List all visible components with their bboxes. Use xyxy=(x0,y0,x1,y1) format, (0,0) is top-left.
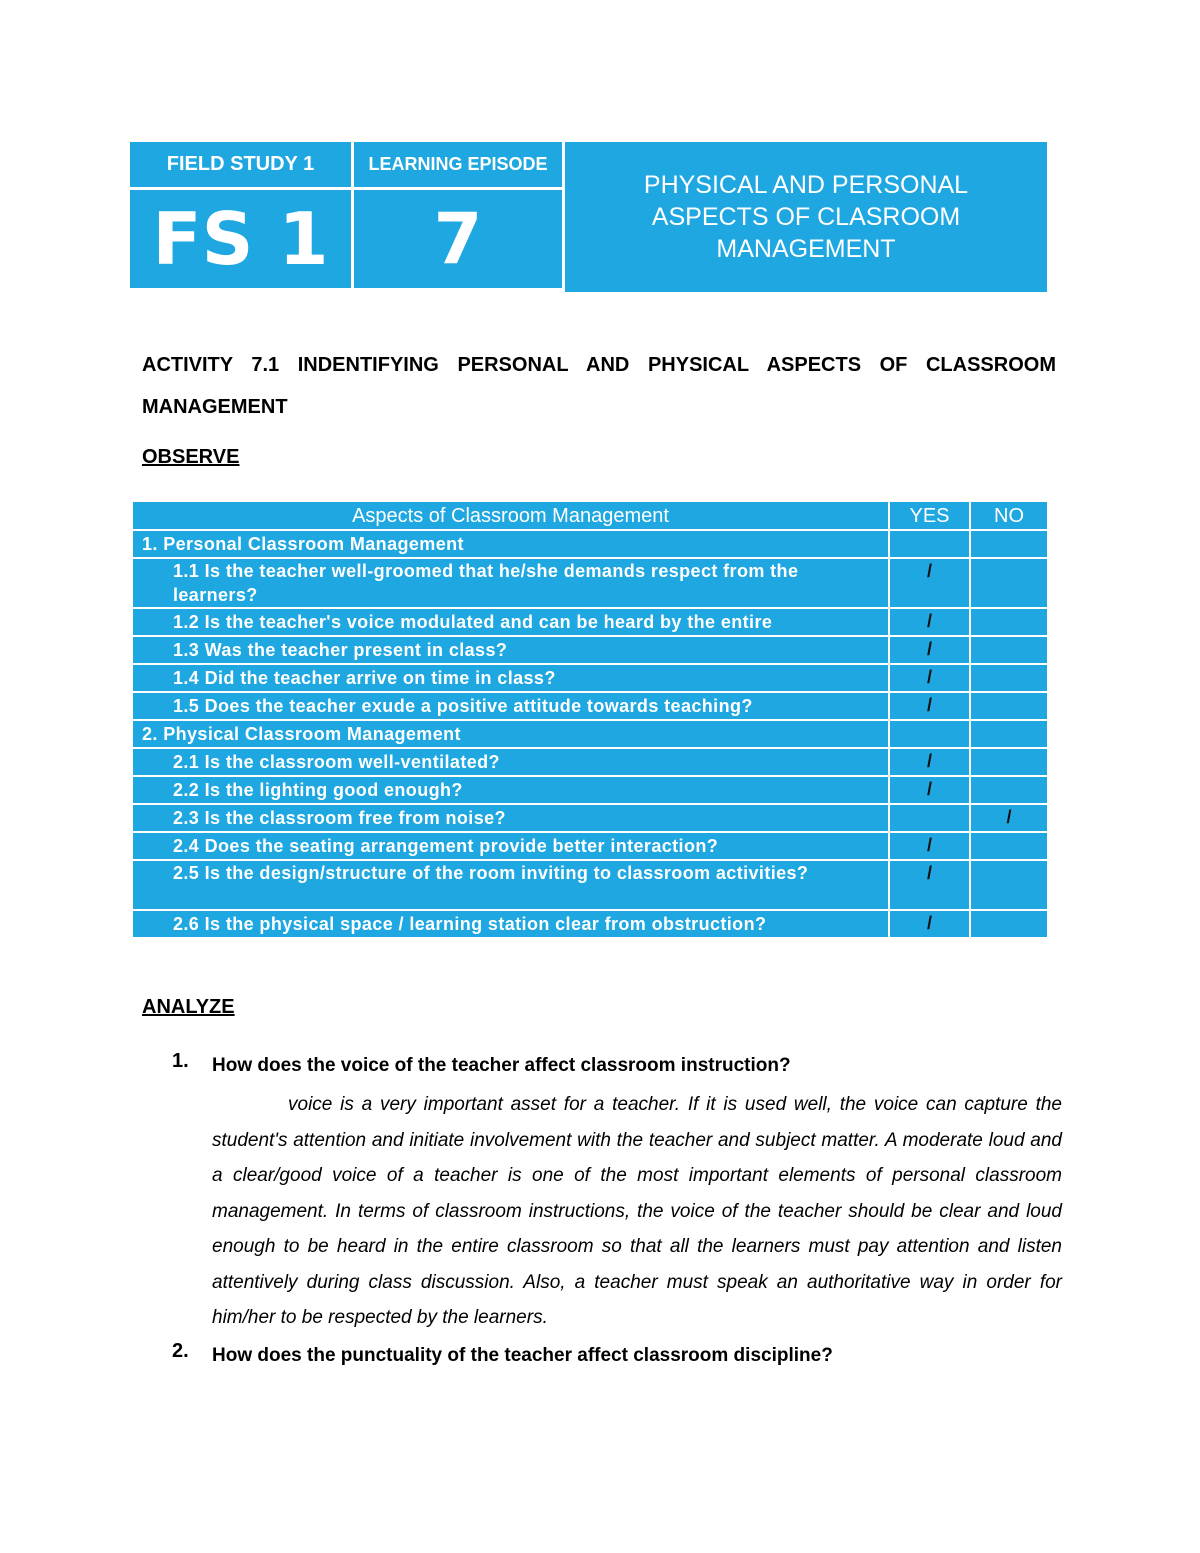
yes-cell: / xyxy=(889,910,970,938)
yes-cell: / xyxy=(889,664,970,692)
learning-episode-label: LEARNING EPISODE xyxy=(354,142,562,187)
yes-column-header: YES xyxy=(889,501,970,530)
yes-cell: / xyxy=(889,748,970,776)
yes-cell: / xyxy=(889,558,970,608)
question-number: 2. xyxy=(172,1339,189,1362)
question-cell: 1.2 Is the teacher's voice modulated and can be heard by the entire xyxy=(132,608,889,636)
question-text: How does the punctuality of the teacher affect classroom discipline? xyxy=(212,1344,833,1366)
yes-cell: / xyxy=(889,860,970,910)
table-row xyxy=(132,860,1048,910)
yes-cell: / xyxy=(889,776,970,804)
question-cell: 2.6 Is the physical space / learning station clear from obstruction? xyxy=(132,910,889,938)
question-cell: 2.2 Is the lighting good enough? xyxy=(132,776,889,804)
no-cell xyxy=(970,558,1048,608)
episode-header xyxy=(130,142,1047,292)
no-cell xyxy=(970,832,1048,860)
question-cell: 2.1 Is the classroom well-ventilated? xyxy=(132,748,889,776)
table-row xyxy=(132,748,1048,776)
analyze-heading: ANALYZE xyxy=(142,996,235,1018)
no-cell xyxy=(970,748,1048,776)
activity-title: ACTIVITY 7.1 INDENTIFYING PERSONAL AND PHYSICAL ASPECTS OF CLASSROOM MANAGEMENT xyxy=(142,354,1056,418)
yes-cell xyxy=(889,804,970,832)
table-row xyxy=(132,776,1048,804)
question-number: 1. xyxy=(172,1050,189,1072)
yes-cell xyxy=(889,720,970,748)
list-item xyxy=(172,1050,1062,1336)
question-cell: 2.4 Does the seating arrangement provide better interaction? xyxy=(132,832,889,860)
question-cell: 1.3 Was the teacher present in class? xyxy=(132,636,889,664)
no-cell xyxy=(970,608,1048,636)
question-cell: 2.3 Is the classroom free from noise? xyxy=(132,804,889,832)
list-item xyxy=(172,1340,1062,1372)
table-row xyxy=(132,558,1048,608)
question-cell: 1.1 Is the teacher well-groomed that he/she demands respect from the learners? xyxy=(132,558,889,608)
no-cell xyxy=(970,692,1048,720)
no-column-header: NO xyxy=(970,501,1048,530)
no-cell xyxy=(970,720,1048,748)
field-study-label: FIELD STUDY 1 xyxy=(130,142,351,187)
table-row xyxy=(132,530,1048,558)
answer-text: voice is a very important asset for a teacher. If it is used well, the voice can capture the student's attention and initiate involvement with the teacher and subject matter. A moderate loud and a clear/good voice of a teacher is one of the most important elements of personal classroom management. In terms of classroom instructions, the voice of the teacher should be clear and loud enough to be heard in the entire classroom so that all the learners must pay attention and listen attentively during class discussion. Also, a teacher must speak an authoritative way in order for him/her to be respected by the learners. xyxy=(212,1094,1062,1328)
episode-title: PHYSICAL AND PERSONAL ASPECTS OF CLASROOM MANAGEMENT xyxy=(565,142,1047,292)
aspects-table xyxy=(131,500,1049,939)
table-row xyxy=(132,720,1048,748)
no-cell xyxy=(970,776,1048,804)
table-header-row xyxy=(132,501,1048,530)
yes-cell: / xyxy=(889,692,970,720)
section-physical: 2. Physical Classroom Management xyxy=(132,720,889,748)
aspects-column-header: Aspects of Classroom Management xyxy=(132,501,889,530)
no-cell xyxy=(970,860,1048,910)
question-text: How does the voice of the teacher affect classroom instruction? xyxy=(212,1055,791,1076)
table-row xyxy=(132,692,1048,720)
yes-cell: / xyxy=(889,608,970,636)
no-cell xyxy=(970,530,1048,558)
table-row xyxy=(132,636,1048,664)
question-cell: 2.5 Is the design/structure of the room inviting to classroom activities? xyxy=(132,860,889,910)
table-row xyxy=(132,664,1048,692)
table-row xyxy=(132,608,1048,636)
no-cell xyxy=(970,636,1048,664)
question-cell: 1.5 Does the teacher exude a positive attitude towards teaching? xyxy=(132,692,889,720)
table-row xyxy=(132,804,1048,832)
table-row xyxy=(132,832,1048,860)
no-cell: / xyxy=(970,804,1048,832)
yes-cell xyxy=(889,530,970,558)
section-personal: 1. Personal Classroom Management xyxy=(132,530,889,558)
observe-heading: OBSERVE xyxy=(142,446,240,468)
analyze-questions xyxy=(172,1050,1062,1372)
yes-cell: / xyxy=(889,636,970,664)
no-cell xyxy=(970,664,1048,692)
no-cell xyxy=(970,910,1048,938)
episode-number: 7 xyxy=(354,190,562,288)
table-row xyxy=(132,910,1048,938)
yes-cell: / xyxy=(889,832,970,860)
question-cell: 1.4 Did the teacher arrive on time in class? xyxy=(132,664,889,692)
fs-code: FS 1 xyxy=(130,190,351,288)
